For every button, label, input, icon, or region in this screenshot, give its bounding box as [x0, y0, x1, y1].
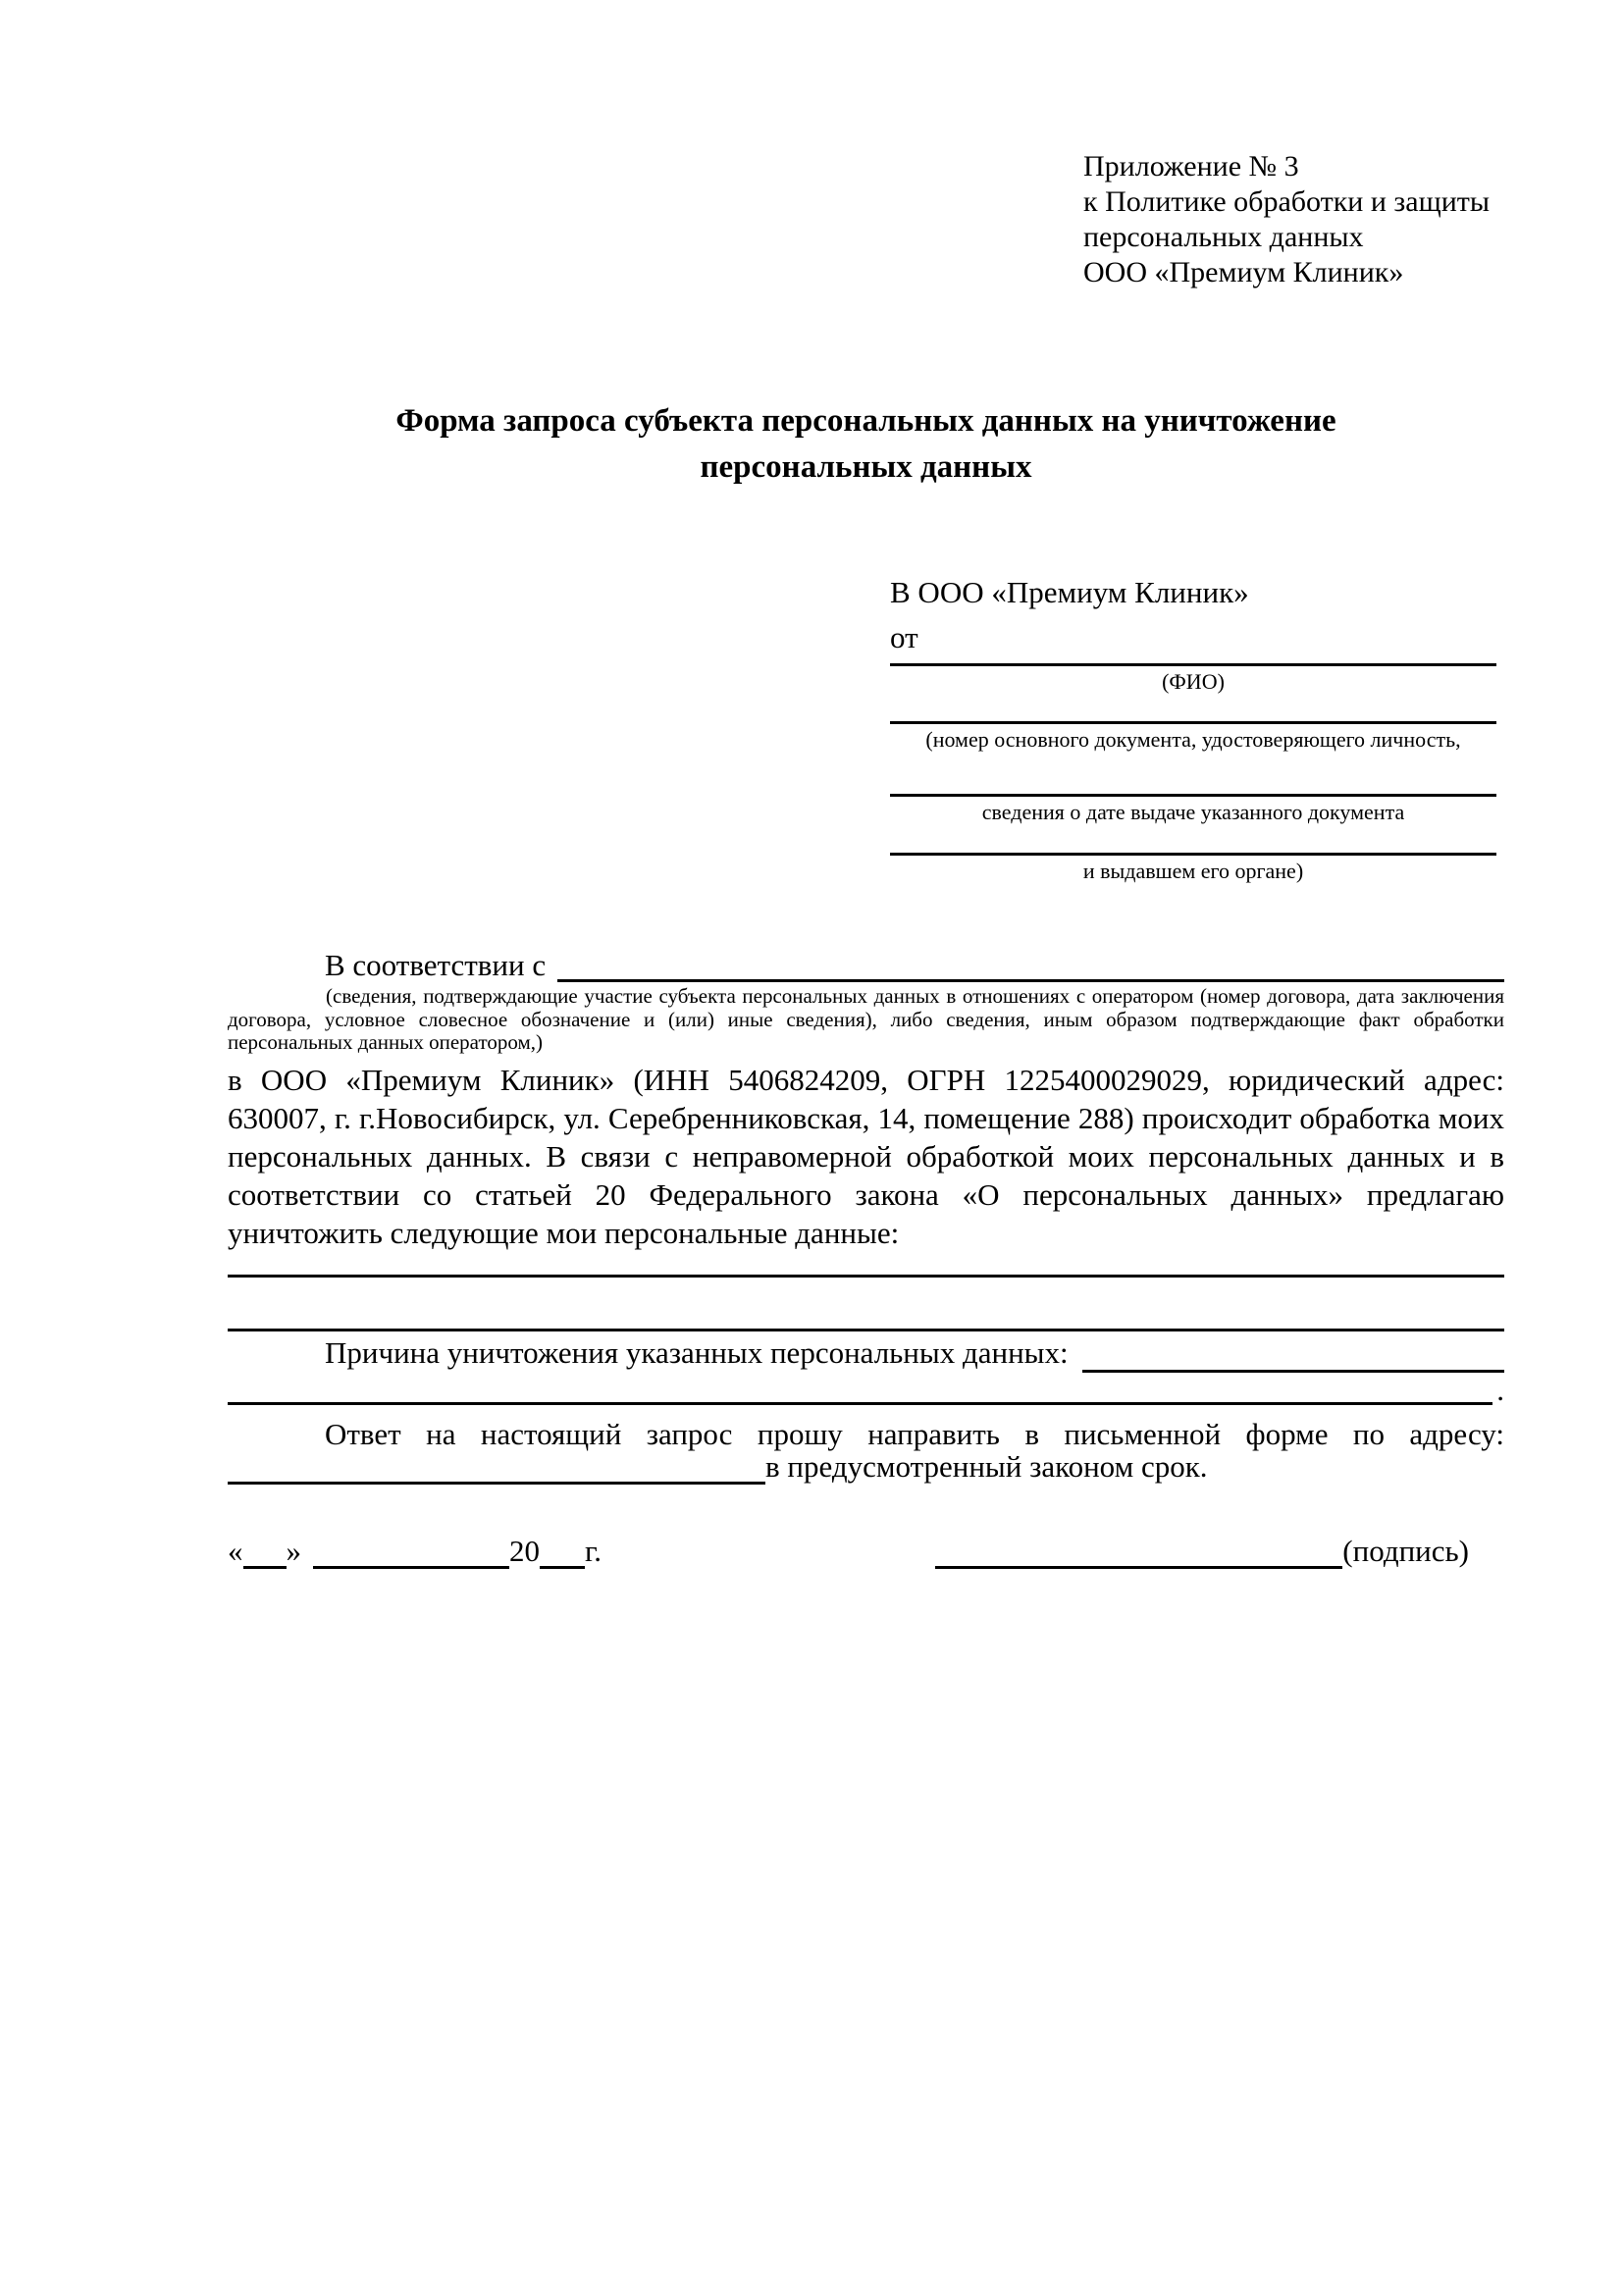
fio-caption: (ФИО)	[1162, 669, 1225, 694]
reason-blank-line-2	[228, 1399, 1492, 1405]
date-field	[228, 1534, 602, 1569]
reason-row	[228, 1331, 1504, 1373]
appendix-line: персональных данных	[1083, 221, 1364, 253]
signature-caption: (подпись)	[1342, 1533, 1469, 1568]
main-paragraph: в ООО «Премиум Клиник» (ИНН 5406824209, ОГРН 1225400029029, юридический адрес: 630007, г. г.Новосибирск, ул. Серебренниковская, 14, помещение 288) происходит обработка моих персональных данных. В связи с неправомерной обработкой моих персональных данных и в соответствии со статьей 20 Федерального закона «О персональных данных» предлагаю уничтожить следующие мои персональные данные:	[228, 1062, 1504, 1250]
issuing-authority-blank-line	[890, 824, 1496, 856]
personal-data-blank-line-2	[228, 1278, 1504, 1331]
addressee-from: от	[890, 620, 918, 654]
appendix-line: Приложение № 3	[1083, 150, 1299, 183]
personal-data-blank-line-1	[228, 1252, 1504, 1278]
appendix-line: ООО «Премиум Клиник»	[1083, 256, 1404, 288]
body-block	[228, 946, 1504, 1569]
date-month-blank	[313, 1563, 509, 1569]
answer-sentence: Ответ на настоящий запрос прошу направить в письменной форме по адресу:	[325, 1416, 1504, 1451]
reason-label: Причина уничтожения указанных персональных данных:	[325, 1334, 1069, 1370]
reason-row-2	[228, 1373, 1504, 1405]
date-year-suffix: г.	[585, 1533, 602, 1568]
date-day-blank	[243, 1563, 287, 1569]
according-blank-line	[557, 976, 1504, 982]
address-blank-line	[228, 1479, 765, 1485]
date-year-blank	[540, 1563, 585, 1569]
issuing-authority-caption: и выдавшем его органе)	[1082, 859, 1304, 883]
date-quote-open: «	[228, 1533, 243, 1568]
according-row	[228, 946, 1504, 982]
document-number-blank-line	[890, 694, 1496, 724]
answer-address-row	[228, 1448, 1504, 1485]
according-label: В соответствии с	[325, 948, 547, 982]
signature-blank-line	[935, 1563, 1342, 1569]
fio-blank-line	[890, 656, 1496, 666]
reason-period: .	[1496, 1372, 1504, 1407]
signature-field	[935, 1534, 1469, 1569]
answer-tail: в предусмотренный законом срок.	[765, 1448, 1208, 1484]
document-number-caption: (номер основного документа, удостоверяющего личность,	[925, 727, 1461, 752]
date-year-prefix: 20	[509, 1533, 540, 1568]
date-quote-close: »	[286, 1533, 301, 1568]
title-line-1: Форма запроса субъекта персональных данных на уничтожение	[395, 403, 1336, 439]
addressee-block	[890, 574, 1496, 883]
addressee-to: В ООО «Премиум Клиник»	[890, 575, 1249, 609]
date-signature-row	[228, 1532, 1504, 1569]
according-footnote: (сведения, подтверждающие участие субъекта персональных данных в отношениях с оператором (номер договора, дата заключения договора, условное словесное обозначение и (или) иные сведения), либо сведения, иным образом подтверждающие факт обработки персональных данных оператором,)	[228, 984, 1504, 1054]
document-title	[228, 398, 1504, 491]
reason-blank-line-1	[1082, 1367, 1504, 1373]
appendix-line: к Политике обработки и защиты	[1083, 185, 1491, 218]
issue-date-caption: сведения о дате выдаче указанного документа	[981, 800, 1405, 824]
appendix-reference-block	[1083, 149, 1490, 290]
issue-date-blank-line	[890, 752, 1496, 797]
title-line-2: персональных данных	[700, 449, 1032, 485]
